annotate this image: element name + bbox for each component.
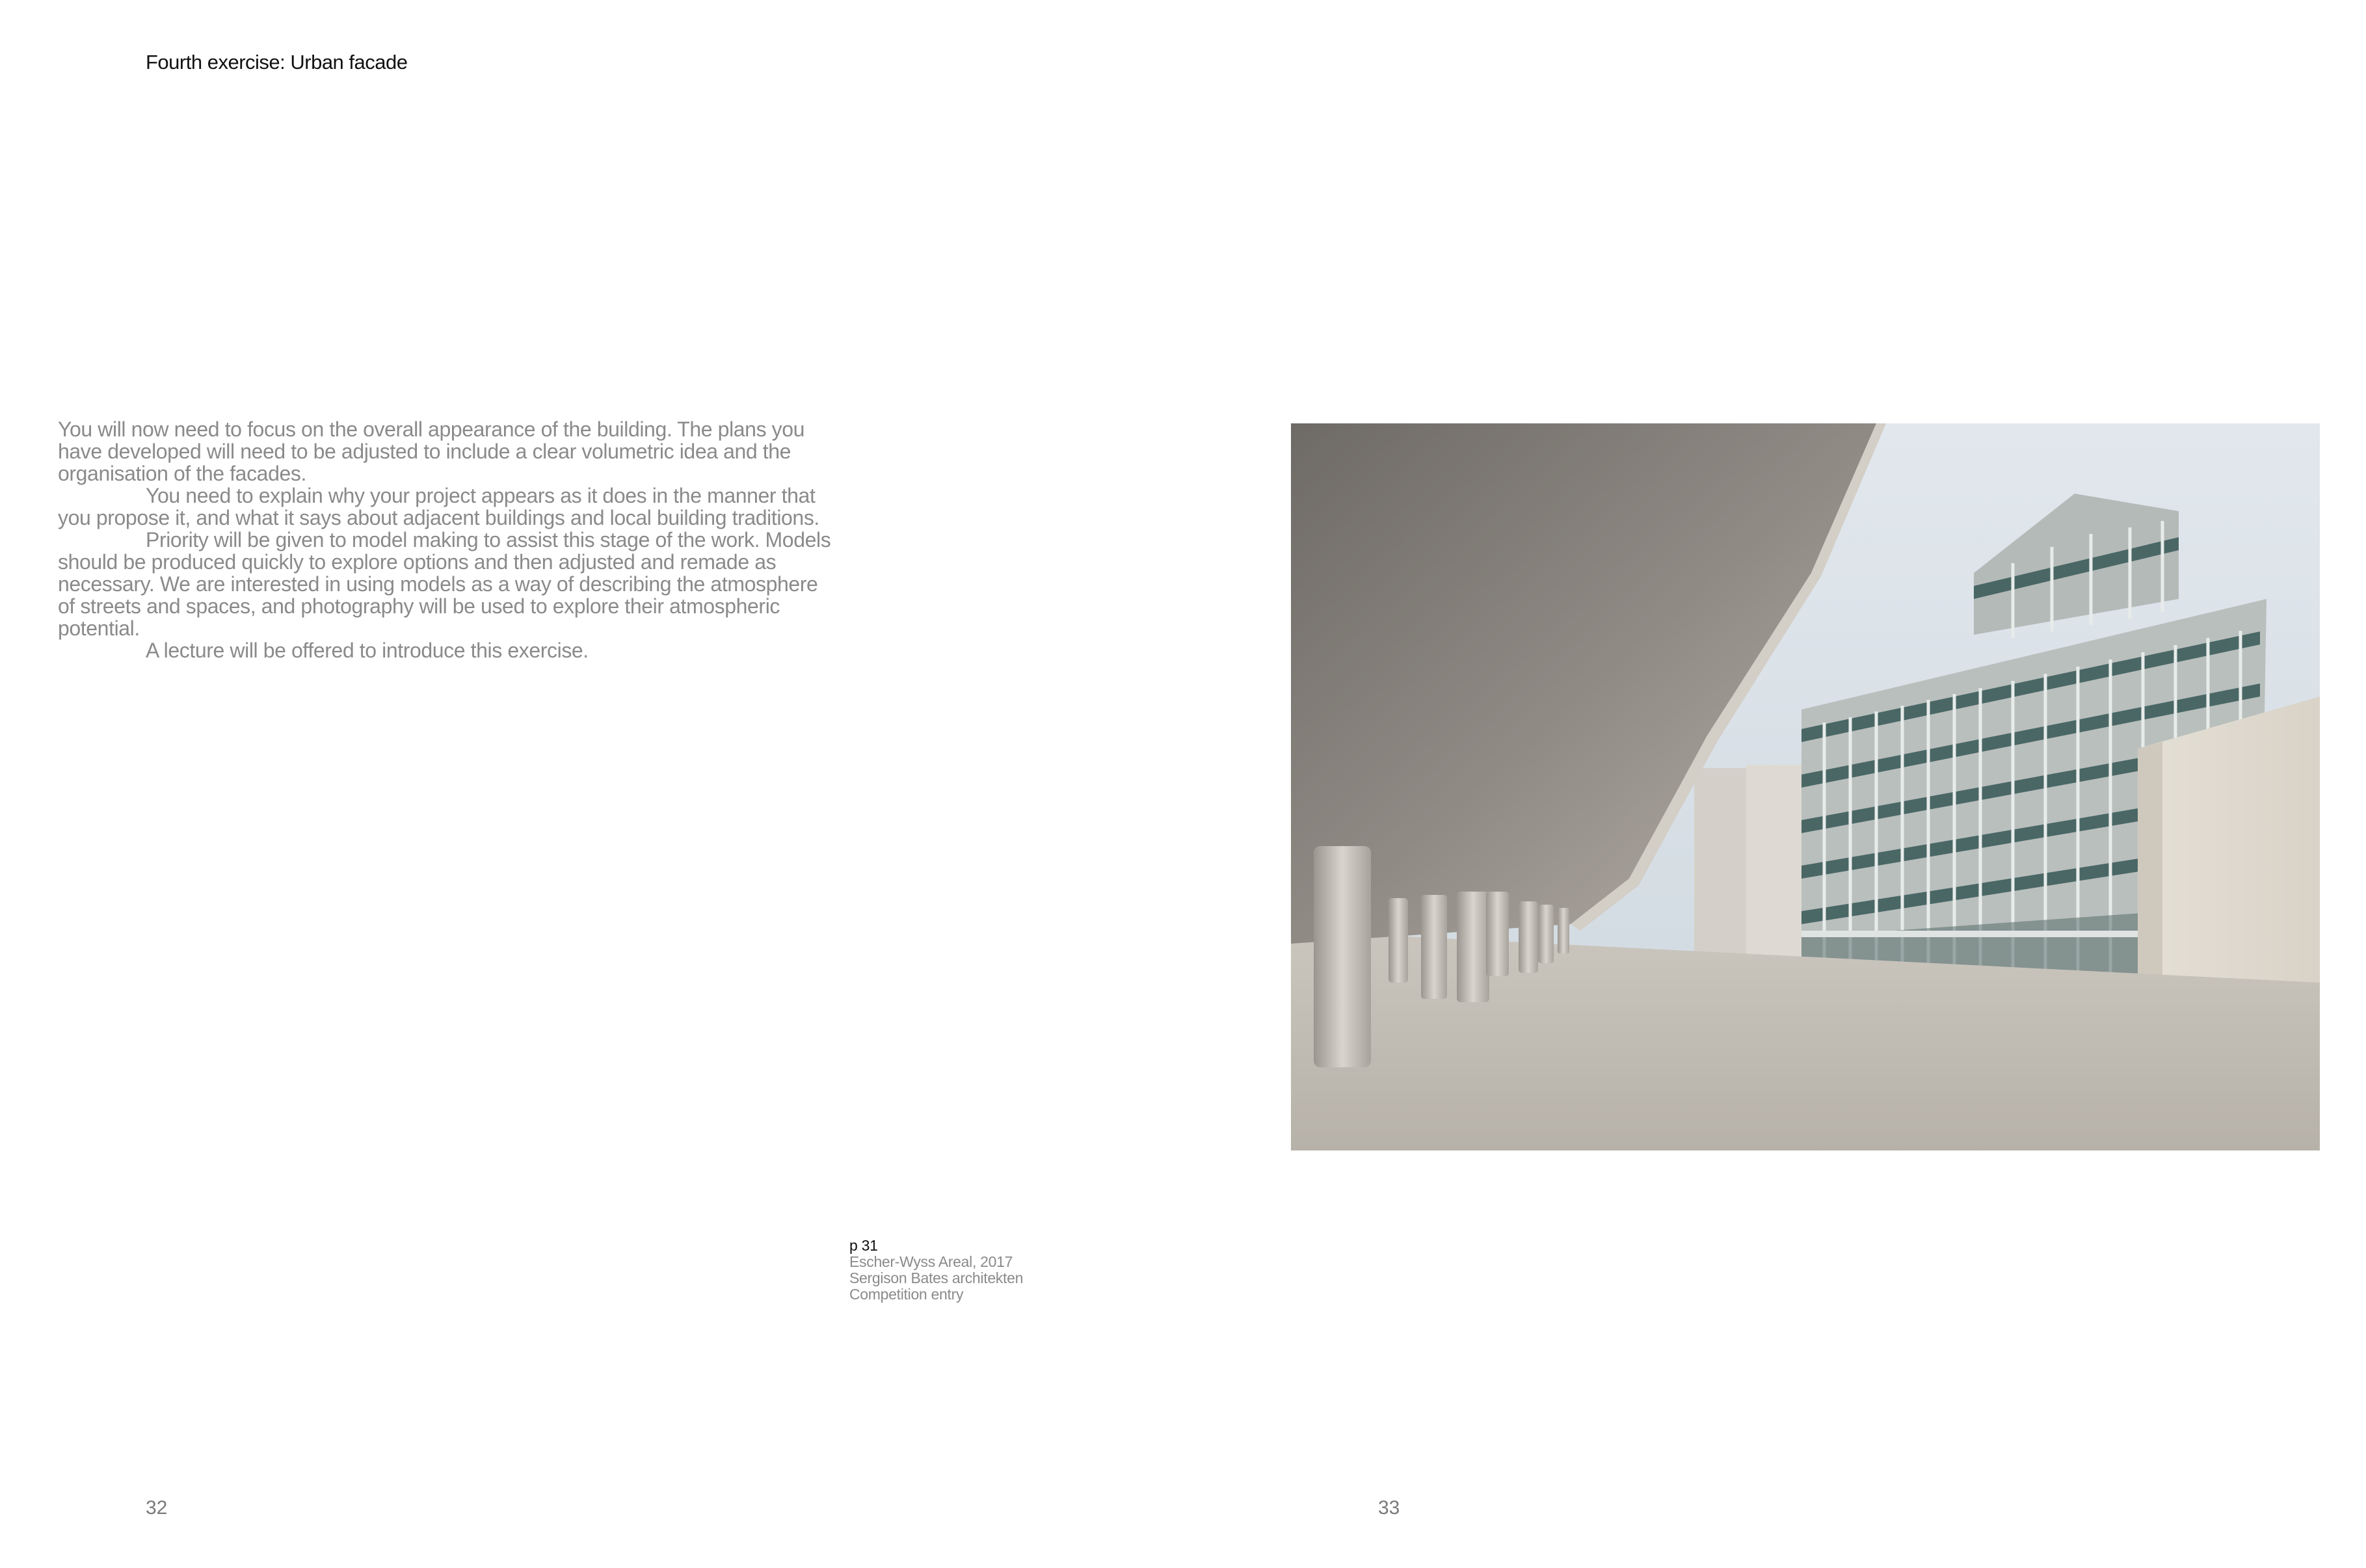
caption-page-ref: p 31 [849, 1237, 878, 1254]
section-title: Fourth exercise: Urban facade [146, 51, 408, 73]
figure-caption [849, 1238, 1023, 1303]
body-paragraph: A lecture will be offered to introduce this exercise. [146, 639, 589, 662]
body-paragraph: You will now need to focus on the overall appearance of the building. The plans you have developed will need to be adjusted to include a clear volumetric idea and the organisation of the facades. [58, 418, 805, 485]
caption-line: Competition entry [849, 1286, 964, 1303]
caption-line: Sergison Bates architekten [849, 1269, 1024, 1286]
caption-line: Escher-Wyss Areal, 2017 [849, 1253, 1013, 1270]
architectural-model-photo [1291, 423, 2320, 1150]
body-paragraph: You need to explain why your project appears as it does in the manner that you propose it, and what it says about adjacent buildings and local building traditions. [58, 484, 819, 529]
page-number-right: 33 [1378, 1497, 1400, 1519]
model-photo-illustration [1291, 423, 2320, 1150]
body-text [58, 418, 838, 661]
body-paragraph: Priority will be given to model making to assist this stage of the work. Models should be produced quickly to explore options and then adjusted and remade as necessary. We are interested in using models as a way of describing the atmosphere of streets and spaces, and photography will be used to explore their atmospheric potential. [58, 528, 831, 640]
page-number-left: 32 [146, 1497, 168, 1519]
